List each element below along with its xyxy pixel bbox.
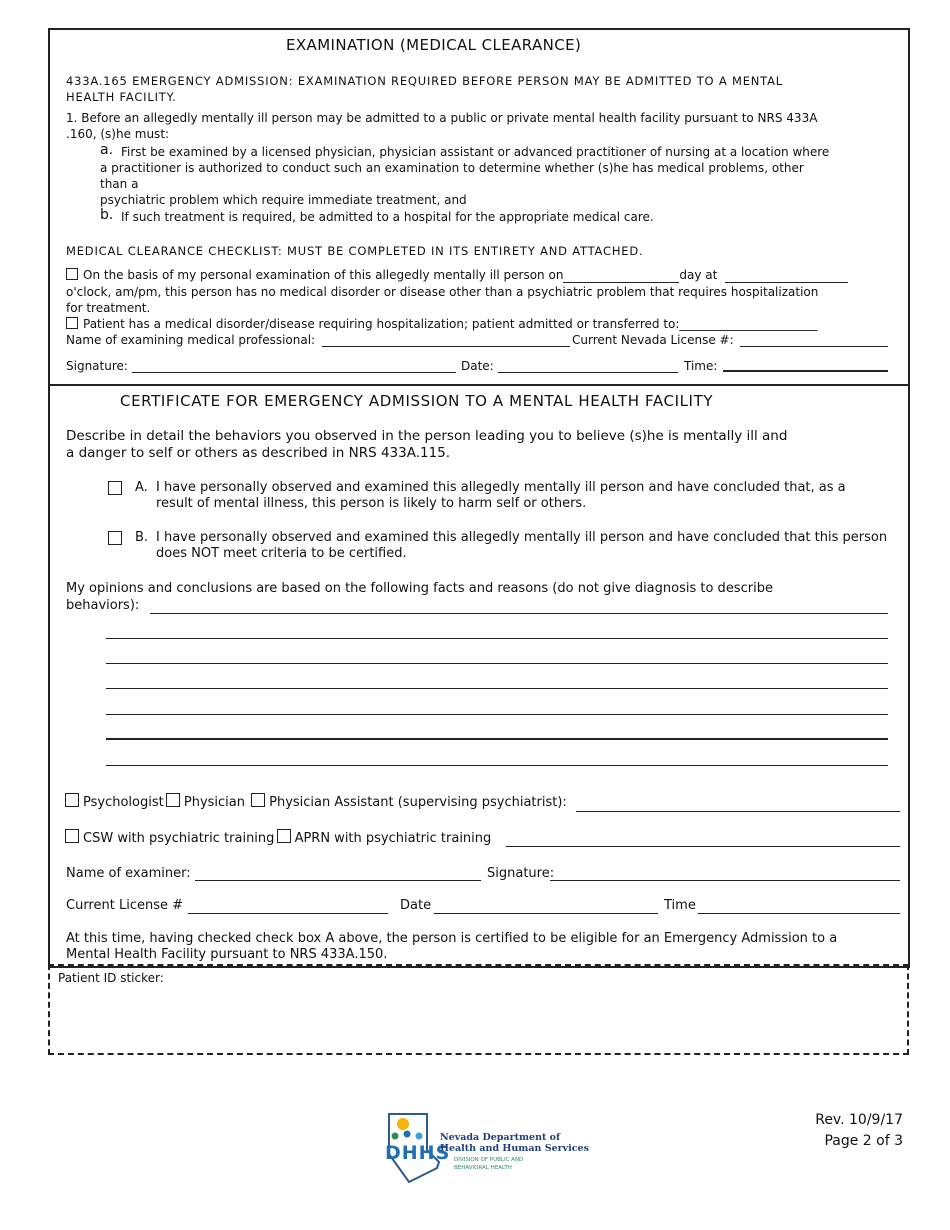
dhhs-logo <box>383 1110 589 1186</box>
logo-line-1: Nevada Department of <box>440 1132 561 1143</box>
sec1-time-label: Time: <box>684 359 718 373</box>
item-a-line-2: a practitioner is authorized to conduct such an examination to determine whether (s)he has medical problems, other <box>100 161 804 175</box>
describe-line-2: a danger to self or others as described in NRS 433A.115. <box>66 445 451 461</box>
examiner-name-label-2: Name of examiner: <box>66 866 191 881</box>
check2-text: Patient has a medical disorder/disease requiring hospitalization; patient admitted or transferred to: <box>83 317 680 331</box>
facts-line[interactable] <box>106 638 888 639</box>
certification-line-1: At this time, having checked check box A above, the person is certified to be eligible for an Emergency Admission to a <box>66 931 838 946</box>
check2-box[interactable] <box>66 317 78 329</box>
option-b-label: B. <box>135 530 149 545</box>
check2-transfer-field[interactable]: _______________________ <box>679 317 818 331</box>
certification-line-2: Mental Health Facility pursuant to NRS 433A.150. <box>66 947 388 962</box>
opinions-line-1: My opinions and conclusions are based on the following facts and reasons (do not give diagnosis to describe <box>66 581 773 596</box>
check1-line-3: for treatment. <box>66 301 151 315</box>
role-pa-label: Physician Assistant (supervising psychiatrist): <box>269 795 567 810</box>
option-b-line-2: does NOT meet criteria to be certified. <box>156 546 407 561</box>
supervising-psychiatrist-field[interactable] <box>576 811 900 812</box>
patient-sticker-label: Patient ID sticker: <box>58 971 164 985</box>
option-a-label: A. <box>135 480 148 495</box>
opinions-line-2: behaviors): <box>66 598 140 613</box>
option-a-line-1: I have personally observed and examined this allegedly mentally ill person and have concluded that, as a <box>156 480 846 495</box>
role-physician-label: Physician <box>183 795 245 810</box>
examiner-name-label: Name of examining medical professional: <box>66 333 316 347</box>
item1-line-1: 1. Before an allegedly mentally ill person may be admitted to a public or private mental health facility pursuant to NRS 433A <box>66 111 818 125</box>
page-number: Page 2 of 3 <box>824 1133 903 1149</box>
sun-icon <box>397 1118 409 1130</box>
item-b-label: b. <box>100 207 114 223</box>
check1-text-2: day at <box>679 268 718 282</box>
csw-checkbox[interactable] <box>65 829 79 843</box>
logo-line-2: Health and Human Services <box>440 1143 589 1154</box>
statute-line-1: 433A.165 EMERGENCY ADMISSION: EXAMINATION REQUIRED BEFORE PERSON MAY BE ADMITTED TO A MENTAL <box>66 74 783 88</box>
current-license-label: Current License # <box>66 898 183 913</box>
sec2-date-label: Date <box>400 898 432 913</box>
checklist-heading: MEDICAL CLEARANCE CHECKLIST: MUST BE COMPLETED IN ITS ENTIRETY AND ATTACHED. <box>66 244 644 258</box>
item-a-line-3: than a <box>100 177 139 191</box>
sec2-time-field[interactable] <box>698 913 900 914</box>
check1-box[interactable] <box>66 268 78 280</box>
check2-row <box>66 316 817 332</box>
item1-line-2: .160, (s)he must: <box>66 127 170 141</box>
check1-line-2: o'clock, am/pm, this person has no medical disorder or disease other than a psychiatric problem that requires hospitalization <box>66 285 819 299</box>
aprn-field[interactable] <box>506 846 900 847</box>
examiner-name-field-2[interactable] <box>195 880 481 881</box>
check1-row <box>66 267 717 283</box>
physician-checkbox[interactable] <box>166 793 180 807</box>
nevada-license-label: Current Nevada License #: <box>572 333 734 347</box>
facts-line[interactable] <box>106 738 888 740</box>
sec1-signature-field[interactable] <box>132 372 456 373</box>
item-a-line-1: First be examined by a licensed physician, physician assistant or advanced practitioner of nursing at a location where <box>121 145 830 159</box>
sec2-date-field[interactable] <box>434 913 658 914</box>
role-psychologist-label: Psychologist <box>83 795 164 810</box>
patient-sticker-box[interactable] <box>48 964 909 1055</box>
facts-line[interactable] <box>106 663 888 664</box>
psychologist-checkbox[interactable] <box>65 793 79 807</box>
logo-sub-1: DIVISION OF PUBLIC AND <box>454 1157 524 1163</box>
sec2-time-label: Time <box>664 898 696 913</box>
option-a-line-2: result of mental illness, this person is likely to harm self or others. <box>156 496 587 511</box>
logo-letters: DHHS <box>385 1142 451 1164</box>
physician-assistant-checkbox[interactable] <box>251 793 265 807</box>
facts-line[interactable] <box>106 688 888 689</box>
item-b-text: If such treatment is required, be admitted to a hospital for the appropriate medical care. <box>121 210 654 224</box>
option-b-checkbox[interactable] <box>108 531 122 545</box>
facts-line[interactable] <box>150 613 888 614</box>
check1-text-1: On the basis of my personal examination of this allegedly mentally ill person on <box>83 268 564 282</box>
facts-line[interactable] <box>106 714 888 715</box>
nevada-license-field[interactable] <box>740 346 888 347</box>
role-csw-label: CSW with psychiatric training <box>83 831 275 846</box>
sec1-signature-label: Signature: <box>66 359 128 373</box>
role-aprn-label: APRN with psychiatric training <box>294 831 492 846</box>
facts-line[interactable] <box>106 765 888 766</box>
sec2-signature-field[interactable] <box>550 880 900 881</box>
aprn-checkbox[interactable] <box>277 829 291 843</box>
logo-sub-2: BEHAVIORAL HEALTH <box>454 1165 512 1171</box>
section-divider <box>48 384 908 386</box>
sec2-signature-label: Signature: <box>487 866 555 881</box>
sec1-date-field[interactable] <box>498 372 678 373</box>
sec1-time-field[interactable] <box>723 370 888 372</box>
option-a-checkbox[interactable] <box>108 481 122 495</box>
check1-time-field[interactable] <box>725 282 848 283</box>
revision-date: Rev. 10/9/17 <box>815 1112 903 1128</box>
statute-line-2: HEALTH FACILITY. <box>66 90 177 104</box>
section1-title: EXAMINATION (MEDICAL CLEARANCE) <box>286 36 582 54</box>
examiner-name-field[interactable] <box>322 346 570 347</box>
sec1-date-label: Date: <box>461 359 494 373</box>
check1-date-field[interactable] <box>563 269 679 283</box>
roles-row-1 <box>65 793 567 811</box>
item-a-label: a. <box>100 142 114 158</box>
option-b-line-1: I have personally observed and examined this allegedly mentally ill person and have concluded that this person <box>156 530 888 545</box>
current-license-field[interactable] <box>188 913 388 914</box>
item-a-line-4: psychiatric problem which require immediate treatment, and <box>100 193 467 207</box>
section2-title: CERTIFICATE FOR EMERGENCY ADMISSION TO A MENTAL HEALTH FACILITY <box>120 392 714 410</box>
roles-row-2 <box>65 829 491 847</box>
describe-line-1: Describe in detail the behaviors you observed in the person leading you to believe (s)he is mentally ill and <box>66 428 788 444</box>
